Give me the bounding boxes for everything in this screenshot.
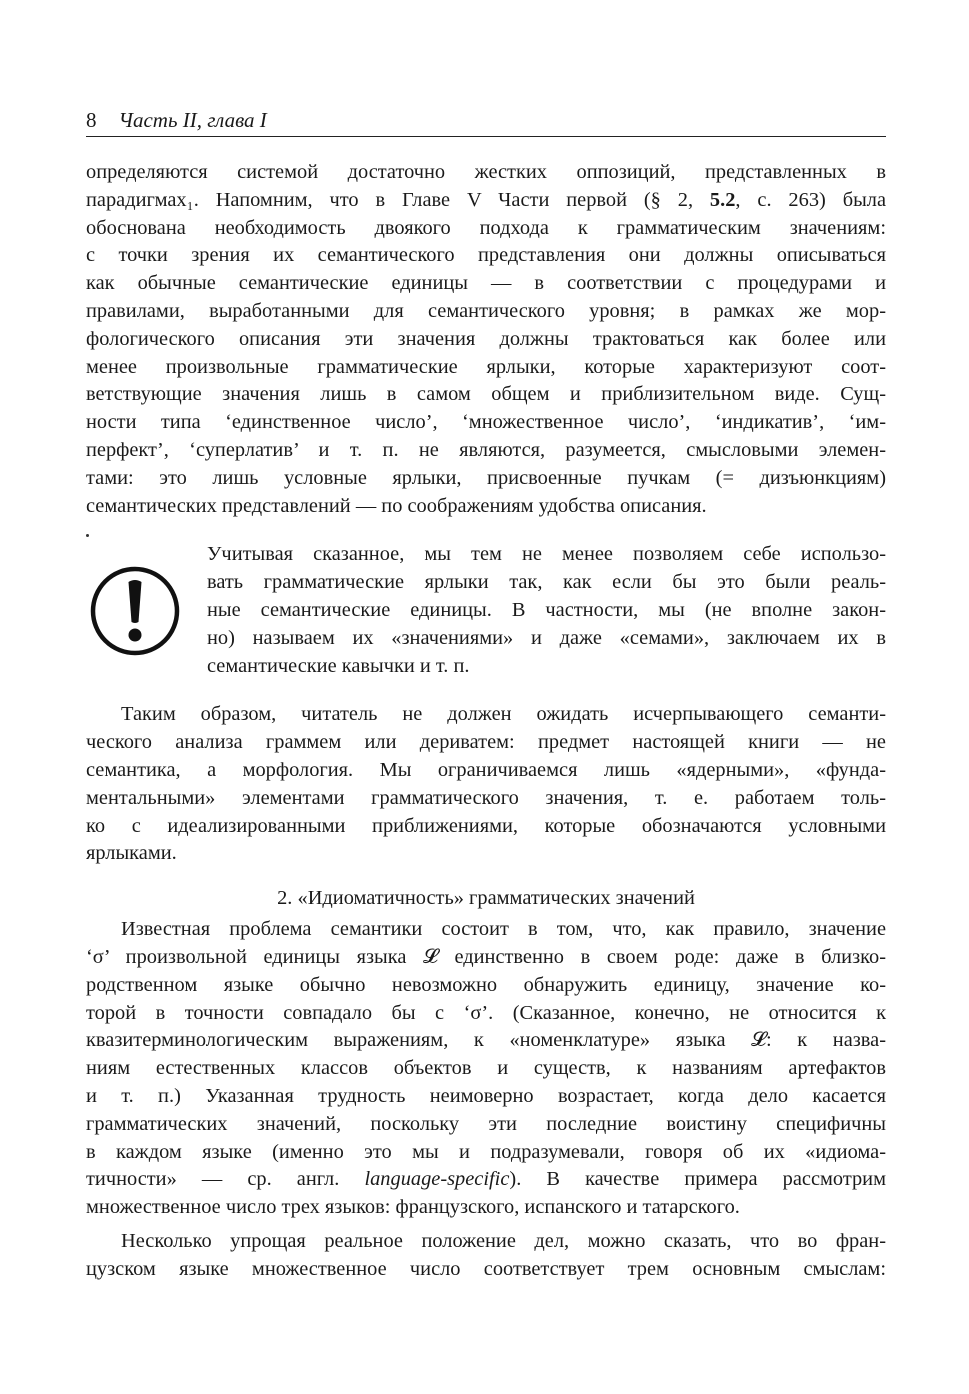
text-line: Учитывая сказанное, мы тем не менее позволяем себе использо-	[207, 543, 886, 566]
text-line: ности типа ‘единственное число’, ‘множественное число’, ‘индикатив’, ‘им-	[86, 411, 886, 434]
notice-block	[86, 541, 886, 681]
paragraph-4	[86, 916, 886, 1222]
text-line: ветствующие значения лишь в самом общем и приблизительном виде. Сущ-	[86, 383, 886, 406]
chapter-title: Часть II, глава I	[118, 108, 267, 132]
text-line: Известная проблема семантики состоит в том, что, как правило, значение	[121, 918, 886, 941]
text-line: семантических представлений — по соображениям удобства описания.	[86, 494, 707, 517]
text-line: тами: это лишь условные ярлыки, присвоенные пучкам (= дизъюнкциям)	[86, 466, 886, 489]
text-line: ниям естественных классов объектов и существ, к названиям артефактов	[86, 1057, 886, 1080]
text-line: квазитерминологическим выражениям, к «номенклатуре» языка 𝓛: к назва-	[86, 1029, 886, 1052]
text-line: и т. п.) Указанная трудность неимоверно возрастает, когда дело касается	[86, 1084, 886, 1107]
text-line: ‘σ’ произвольной единицы языка 𝓛 единственно в своем роде: даже в близко-	[86, 945, 886, 968]
text-line: вать грамматические ярлыки так, как если бы это были реаль-	[207, 571, 886, 594]
text-line: семантика, а морфология. Мы ограничиваемся лишь «ядерными», «фунда-	[86, 758, 886, 781]
text-line: Несколько упрощая реальное положение дел, можно сказать, что во фран-	[121, 1229, 886, 1252]
paragraph-3	[86, 701, 886, 868]
text-line: но) называем их «значениями» и даже «семами», заключаем их в	[207, 626, 886, 649]
text-line: ные семантические единицы. В частности, мы (не вполне закон-	[207, 598, 886, 621]
text-line: цузском языке множественное число соответствует трем основным смыслам:	[86, 1257, 886, 1280]
text-line: как обычные семантические единицы — в соответствии с процедурами и	[86, 272, 886, 295]
text-line: перфект’, ‘суперлатив’ и т. п. не являются, разумеется, смысловыми элемен-	[86, 438, 886, 461]
text-line: с точки зрения их семантического представления они должны описываться	[86, 244, 886, 267]
exclamation-circle-icon	[89, 565, 181, 657]
page	[86, 104, 886, 1284]
text-line: тичности» — ср. англ. language-specific). В качестве примера рассмотрим	[86, 1168, 886, 1191]
notice-text	[207, 541, 886, 680]
text-line: обоснована необходимость двоякого подхода к грамматическим значениям:	[86, 216, 886, 239]
text-line: ярлыками.	[86, 842, 177, 865]
text-line: парадигмах₁. Напомним, что в Главе V Части первой (§ 2, 5.2, с. 263) была	[86, 188, 886, 211]
text-line: в каждом языке (именно это мы и подразумевали, говоря об их «идиома-	[86, 1140, 886, 1163]
text-line: фологического описания эти значения должны трактоваться как более или	[86, 327, 886, 350]
text-line: родственном языке обычно невозможно обнаружить единицу, значение ко-	[86, 973, 886, 996]
text-line: правилами, выработанными для семантического уровня; в рамках же мор-	[86, 299, 886, 322]
text-line: менее произвольные грамматические ярлыки, которые характеризуют соот-	[86, 355, 886, 378]
section-heading: 2. «Идиоматичность» грамматических значений	[277, 887, 695, 910]
text-line: ментальными» элементами грамматического значения, т. е. работаем толь-	[86, 786, 886, 809]
text-line: ческого анализа граммем или дериватем: предмет настоящей книги — не	[86, 731, 886, 754]
stray-dot	[86, 534, 89, 537]
section-reference: 5.2	[709, 188, 736, 211]
paragraph-5	[86, 1228, 886, 1284]
text-line: Таким образом, читатель не должен ожидать исчерпывающего семанти-	[121, 703, 886, 726]
text-line: множественное число трех языков: французского, испанского и татарского.	[86, 1196, 740, 1219]
paragraph-1	[86, 159, 886, 520]
page-number: 8	[86, 108, 97, 132]
running-head	[86, 104, 886, 137]
text-line: торой в точности совпадало бы с ‘σ’. (Сказанное, конечно, не относится к	[86, 1001, 886, 1024]
text-line: ко с идеализированными приближениями, которые обозначаются условными	[86, 814, 886, 837]
text-line: грамматических значений, поскольку эти последние воистину специфичны	[86, 1112, 886, 1135]
text-line: определяются системой достаточно жестких оппозиций, представленных в	[86, 161, 886, 183]
italic-term: language-specific	[364, 1168, 510, 1191]
text-line: семантические кавычки и т. п.	[207, 654, 470, 677]
